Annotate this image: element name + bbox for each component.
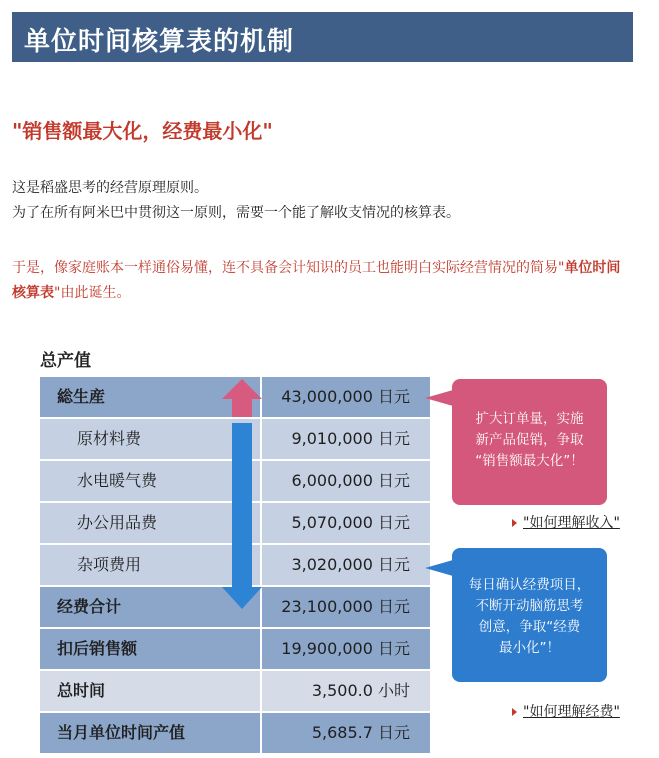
row-label: 総生産: [40, 377, 260, 417]
intro-line-2: 为了在所有阿米巴中贯彻这一原则，需要一个能了解收支情况的核算表。: [12, 205, 460, 221]
slogan-heading: "销售额最大化，经费最小化": [12, 119, 273, 143]
page-header: [12, 12, 633, 62]
row-value: 3,500.0 小时: [262, 671, 430, 711]
row-value: 3,020,000 日元: [262, 545, 430, 585]
expense-tip-bubble: [452, 548, 607, 682]
highlight-text-1: 于是，像家庭账本一样通俗易懂，连不具备会计知识的员工也能明白实际经营情况的简易": [12, 260, 565, 276]
row-label: 原材料费: [40, 419, 260, 459]
row-label: 当月单位时间产值: [40, 713, 260, 753]
pink-bubble-pointer: [425, 390, 453, 406]
bubble-line: 每日确认经费项目，: [468, 577, 591, 593]
row-label: 办公用品费: [40, 503, 260, 543]
row-value: 9,010,000 日元: [262, 419, 430, 459]
intro-line-1: 这是稻盛思考的经营原理原则。: [12, 180, 208, 196]
down-arrow-icon: [222, 423, 262, 609]
row-label: 经费合计: [40, 587, 260, 627]
income-link-label: "如何理解收入": [523, 515, 620, 531]
row-value: 19,900,000 日元: [262, 629, 430, 669]
table-row-hourly-output: [40, 713, 430, 755]
blue-bubble-pointer: [425, 560, 453, 576]
expense-link-label: "如何理解经费": [523, 704, 620, 720]
row-label: 水电暖气费: [40, 461, 260, 501]
row-label: 总时间: [40, 671, 260, 711]
highlight-text-2: "由此诞生。: [54, 285, 131, 301]
intro-paragraph: [12, 176, 460, 226]
row-value: 23,100,000 日元: [262, 587, 430, 627]
table-row-net-sales: [40, 629, 430, 671]
expense-link[interactable]: [512, 701, 620, 721]
bubble-line: 新产品促销，争取: [475, 432, 584, 448]
sales-tip-bubble: [452, 379, 607, 505]
up-arrow-icon: [222, 379, 262, 417]
bubble-line: 最小化”！: [499, 640, 560, 656]
bubble-line: 不断开动脑筋思考: [475, 598, 584, 614]
row-label: 杂项费用: [40, 545, 260, 585]
bubble-line: 创意，争取“经费: [478, 619, 581, 635]
arrows-graphic: [218, 377, 268, 617]
page-title: 单位时间核算表的机制: [24, 27, 295, 57]
table-row-total-hours: [40, 671, 430, 713]
highlight-bold: 单位时间核算表: [12, 260, 621, 301]
bubble-line: 扩大订单量，实施: [475, 411, 584, 427]
bubble-line: “销售额最大化”！: [475, 453, 584, 469]
row-value: 6,000,000 日元: [262, 461, 430, 501]
row-value: 5,070,000 日元: [262, 503, 430, 543]
row-value: 5,685.7 日元: [262, 713, 430, 753]
caret-right-icon: [512, 519, 517, 527]
highlight-paragraph: [12, 256, 632, 306]
row-value: 43,000,000 日元: [262, 377, 430, 417]
income-link[interactable]: [512, 512, 620, 532]
table-title: 总产值: [40, 351, 91, 371]
row-label: 扣后销售额: [40, 629, 260, 669]
caret-right-icon: [512, 708, 517, 716]
